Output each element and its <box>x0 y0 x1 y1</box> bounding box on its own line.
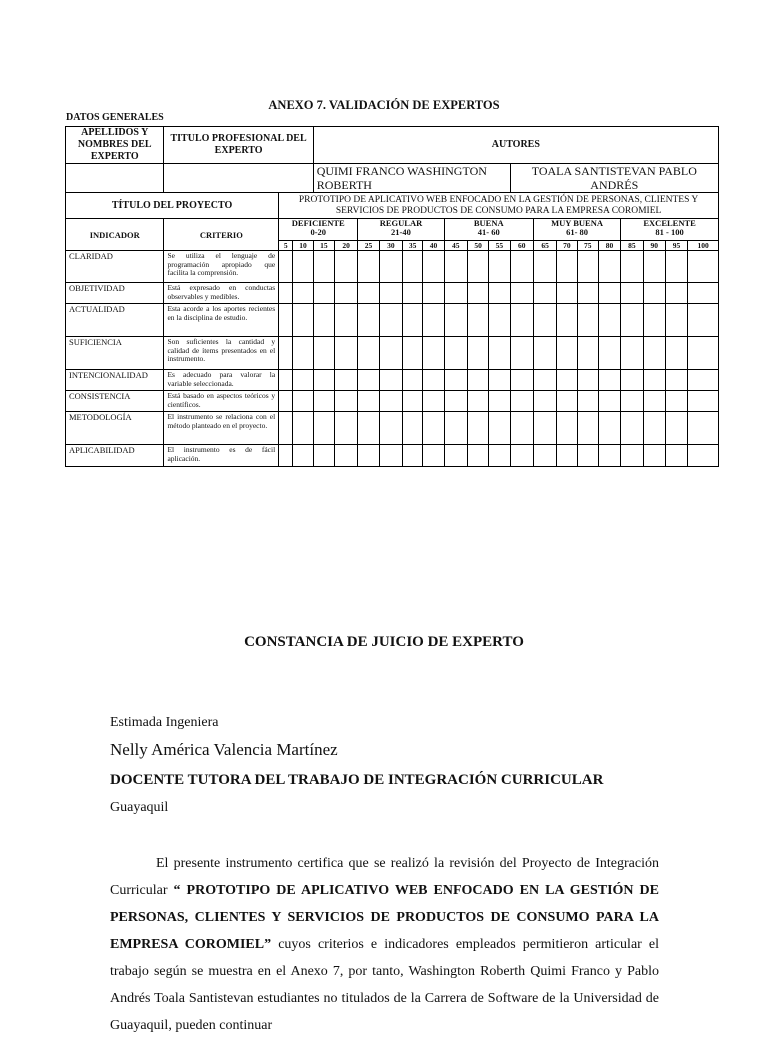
group-deficiente <box>279 219 358 241</box>
rating-cell[interactable] <box>621 283 643 304</box>
rating-cell[interactable] <box>489 445 510 467</box>
group-name: REGULAR <box>379 218 423 228</box>
rating-cell[interactable] <box>643 445 665 467</box>
rating-cell[interactable] <box>467 251 488 283</box>
certificate-paragraph <box>110 850 659 1039</box>
rating-cell[interactable] <box>577 391 598 412</box>
certificate-title: CONSTANCIA DE JUICIO DE EXPERTO <box>244 634 524 650</box>
scale-value: 5 <box>279 241 293 251</box>
rating-cell[interactable] <box>313 337 334 370</box>
rating-cell[interactable] <box>688 445 719 467</box>
indicator-cell: ACTUALIDAD <box>66 304 164 337</box>
recipient-name: Nelly América Valencia Martínez <box>110 740 338 759</box>
rating-cell[interactable] <box>621 251 643 283</box>
rating-cell[interactable] <box>293 445 313 467</box>
authors-header: AUTORES <box>313 127 718 164</box>
rating-cell[interactable] <box>557 391 577 412</box>
rating-cell[interactable] <box>423 283 444 304</box>
rating-cell[interactable] <box>598 283 620 304</box>
rating-cell[interactable] <box>335 251 358 283</box>
rating-cell[interactable] <box>577 283 598 304</box>
rating-cell[interactable] <box>403 304 423 337</box>
criterion-cell: Se utiliza el lenguaje de programación apropiado que facilita la comprensión. <box>164 251 279 283</box>
rating-cell[interactable] <box>358 445 379 467</box>
rating-cell[interactable] <box>313 412 334 445</box>
rating-cell[interactable] <box>557 370 577 391</box>
scale-value: 65 <box>533 241 556 251</box>
city: Guayaquil <box>110 800 169 815</box>
scale-value: 95 <box>665 241 687 251</box>
rating-cell[interactable] <box>557 337 577 370</box>
paragraph-project-title: “ PROTOTIPO DE APLICATIVO WEB ENFOCADO EN LA GESTIÓN DE PERSONAS, CLIENTES Y SERVICIOS DE PRODUCTOS DE CONSUMO PARA LA EMPRESA COROMIEL” <box>110 883 659 952</box>
scale-value: 80 <box>598 241 620 251</box>
rating-cell[interactable] <box>577 370 598 391</box>
indicator-cell: METODOLOGÍA <box>66 412 164 445</box>
rating-cell[interactable] <box>688 412 719 445</box>
rating-cell[interactable] <box>444 283 467 304</box>
rating-cell[interactable] <box>403 445 423 467</box>
rating-cell[interactable] <box>621 445 643 467</box>
rating-cell[interactable] <box>557 445 577 467</box>
rating-cell[interactable] <box>533 412 556 445</box>
rating-cell[interactable] <box>279 337 293 370</box>
table-row <box>66 445 719 467</box>
criterion-cell: Es adecuado para valorar la variable seleccionada. <box>164 370 279 391</box>
scale-value: 45 <box>444 241 467 251</box>
rating-cell[interactable] <box>403 283 423 304</box>
rating-cell[interactable] <box>489 412 510 445</box>
rating-cell[interactable] <box>557 304 577 337</box>
rating-cell[interactable] <box>598 251 620 283</box>
rating-cell[interactable] <box>665 391 687 412</box>
rating-cell[interactable] <box>379 304 402 337</box>
rating-cell[interactable] <box>279 370 293 391</box>
group-name: DEFICIENTE <box>291 218 345 228</box>
rating-cell[interactable] <box>665 283 687 304</box>
rating-cell[interactable] <box>313 304 334 337</box>
group-name: MUY BUENA <box>551 218 603 228</box>
rating-cell[interactable] <box>621 370 643 391</box>
rating-cell[interactable] <box>688 304 719 337</box>
rating-cell[interactable] <box>293 251 313 283</box>
rating-cell[interactable] <box>423 391 444 412</box>
group-name: BUENA <box>473 218 504 228</box>
rating-cell[interactable] <box>423 304 444 337</box>
rating-cell[interactable] <box>688 370 719 391</box>
author-1: QUIMI FRANCO WASHINGTON ROBERTH <box>313 164 510 193</box>
rating-cell[interactable] <box>335 337 358 370</box>
rating-cell[interactable] <box>444 370 467 391</box>
rating-cell[interactable] <box>379 283 402 304</box>
rating-cell[interactable] <box>423 445 444 467</box>
rating-cell[interactable] <box>688 283 719 304</box>
project-label: TÍTULO DEL PROYECTO <box>66 193 279 219</box>
table-row <box>66 283 719 304</box>
rating-cell[interactable] <box>379 370 402 391</box>
rating-cell[interactable] <box>313 391 334 412</box>
expert-name-cell[interactable] <box>66 164 164 193</box>
rating-cell[interactable] <box>358 412 379 445</box>
rating-cell[interactable] <box>293 304 313 337</box>
rating-cell[interactable] <box>510 391 533 412</box>
paragraph-intro: El presente instrumento certifica que se realizó la revisión del Proyecto de Integración Curricular <box>110 856 659 898</box>
validation-table <box>65 126 719 467</box>
scale-value: 55 <box>489 241 510 251</box>
table-row <box>66 304 719 337</box>
annex-title: ANEXO 7. VALIDACIÓN DE EXPERTOS <box>268 98 500 112</box>
rating-cell[interactable] <box>313 251 334 283</box>
table-row <box>66 391 719 412</box>
rating-cell[interactable] <box>293 412 313 445</box>
group-range: 81 - 100 <box>655 227 684 237</box>
table-row <box>66 251 719 283</box>
scale-value: 70 <box>557 241 577 251</box>
rating-cell[interactable] <box>313 445 334 467</box>
rating-cell[interactable] <box>688 251 719 283</box>
rating-cell[interactable] <box>423 370 444 391</box>
criterion-header: CRITERIO <box>164 219 279 251</box>
rating-cell[interactable] <box>379 251 402 283</box>
indicator-cell: CONSISTENCIA <box>66 391 164 412</box>
rating-cell[interactable] <box>358 304 379 337</box>
rating-cell[interactable] <box>621 304 643 337</box>
rating-cell[interactable] <box>598 337 620 370</box>
rating-cell[interactable] <box>335 391 358 412</box>
scale-value: 85 <box>621 241 643 251</box>
indicator-cell: OBJETIVIDAD <box>66 283 164 304</box>
rating-cell[interactable] <box>293 391 313 412</box>
scale-value: 35 <box>403 241 423 251</box>
group-buena <box>444 219 533 241</box>
rating-cell[interactable] <box>403 391 423 412</box>
rating-cell[interactable] <box>533 251 556 283</box>
rating-cell[interactable] <box>598 370 620 391</box>
scale-value: 20 <box>335 241 358 251</box>
scale-value: 60 <box>510 241 533 251</box>
rating-cell[interactable] <box>467 337 488 370</box>
scale-value: 100 <box>688 241 719 251</box>
rating-cell[interactable] <box>293 337 313 370</box>
rating-cell[interactable] <box>279 445 293 467</box>
scale-value: 75 <box>577 241 598 251</box>
rating-cell[interactable] <box>489 391 510 412</box>
indicator-header: INDICADOR <box>66 219 164 251</box>
rating-cell[interactable] <box>510 304 533 337</box>
rating-cell[interactable] <box>643 391 665 412</box>
rating-cell[interactable] <box>643 304 665 337</box>
group-range: 0-20 <box>310 227 327 237</box>
rating-cell[interactable] <box>598 412 620 445</box>
rating-cell[interactable] <box>444 391 467 412</box>
expert-title-header: TITULO PROFESIONAL DEL EXPERTO <box>164 127 313 164</box>
rating-cell[interactable] <box>577 337 598 370</box>
rating-cell[interactable] <box>533 337 556 370</box>
rating-cell[interactable] <box>358 251 379 283</box>
rating-cell[interactable] <box>598 304 620 337</box>
criterion-cell: Está basado en aspectos teóricos y científicos. <box>164 391 279 412</box>
rating-cell[interactable] <box>577 251 598 283</box>
rating-cell[interactable] <box>467 445 488 467</box>
rating-cell[interactable] <box>403 337 423 370</box>
rating-cell[interactable] <box>643 412 665 445</box>
group-range: 61- 80 <box>566 227 589 237</box>
rating-cell[interactable] <box>444 304 467 337</box>
rating-cell[interactable] <box>423 251 444 283</box>
scale-value: 10 <box>293 241 313 251</box>
scale-value: 40 <box>423 241 444 251</box>
rating-cell[interactable] <box>335 304 358 337</box>
rating-cell[interactable] <box>423 412 444 445</box>
rating-cell[interactable] <box>665 337 687 370</box>
rating-cell[interactable] <box>379 337 402 370</box>
rating-cell[interactable] <box>335 445 358 467</box>
rating-cell[interactable] <box>510 370 533 391</box>
rating-cell[interactable] <box>335 370 358 391</box>
scale-value: 50 <box>467 241 488 251</box>
criterion-cell: Esta acorde a los aportes recientes en la disciplina de estudio. <box>164 304 279 337</box>
general-data-label: DATOS GENERALES <box>66 112 164 123</box>
indicator-cell: INTENCIONALIDAD <box>66 370 164 391</box>
rating-cell[interactable] <box>467 304 488 337</box>
expert-title-cell[interactable] <box>164 164 313 193</box>
rating-cell[interactable] <box>510 283 533 304</box>
rating-cell[interactable] <box>533 370 556 391</box>
scale-value: 30 <box>379 241 402 251</box>
rating-cell[interactable] <box>489 304 510 337</box>
rating-cell[interactable] <box>621 391 643 412</box>
rating-cell[interactable] <box>510 445 533 467</box>
rating-cell[interactable] <box>313 370 334 391</box>
scale-value: 15 <box>313 241 334 251</box>
rating-cell[interactable] <box>688 391 719 412</box>
rating-cell[interactable] <box>313 283 334 304</box>
rating-cell[interactable] <box>358 283 379 304</box>
rating-cell[interactable] <box>533 391 556 412</box>
rating-cell[interactable] <box>533 283 556 304</box>
rating-cell[interactable] <box>557 412 577 445</box>
group-excelente <box>621 219 719 241</box>
group-range: 41- 60 <box>477 227 500 237</box>
rating-cell[interactable] <box>379 412 402 445</box>
criterion-cell: El instrumento es de fácil aplicación. <box>164 445 279 467</box>
criterion-cell: El instrumento se relaciona con el método planteado en el proyecto. <box>164 412 279 445</box>
rating-cell[interactable] <box>577 304 598 337</box>
rating-cell[interactable] <box>557 251 577 283</box>
rating-cell[interactable] <box>533 445 556 467</box>
rating-cell[interactable] <box>665 445 687 467</box>
rating-cell[interactable] <box>665 412 687 445</box>
rating-cell[interactable] <box>598 445 620 467</box>
group-regular <box>358 219 444 241</box>
group-name: EXCELENTE <box>643 218 696 228</box>
project-title: PROTOTIPO DE APLICATIVO WEB ENFOCADO EN LA GESTIÓN DE PERSONAS, CLIENTES Y SERVICIOS DE PRODUCTOS DE CONSUMO PARA LA EMPRESA COROMIEL <box>279 193 719 219</box>
indicator-cell: CLARIDAD <box>66 251 164 283</box>
indicator-cell: SUFICIENCIA <box>66 337 164 370</box>
indicator-cell: APLICABILIDAD <box>66 445 164 467</box>
rating-cell[interactable] <box>358 370 379 391</box>
salutation: Estimada Ingeniera <box>110 715 219 730</box>
rating-cell[interactable] <box>577 445 598 467</box>
rating-cell[interactable] <box>467 283 488 304</box>
rating-cell[interactable] <box>510 251 533 283</box>
scale-value: 90 <box>643 241 665 251</box>
rating-cell[interactable] <box>279 412 293 445</box>
rating-cell[interactable] <box>489 337 510 370</box>
rating-cell[interactable] <box>335 412 358 445</box>
rating-cell[interactable] <box>621 412 643 445</box>
rating-cell[interactable] <box>279 283 293 304</box>
expert-name-header: APELLIDOS Y NOMBRES DEL EXPERTO <box>66 127 164 164</box>
rating-cell[interactable] <box>533 304 556 337</box>
rating-cell[interactable] <box>403 370 423 391</box>
rating-cell[interactable] <box>293 370 313 391</box>
rating-cell[interactable] <box>279 304 293 337</box>
rating-cell[interactable] <box>444 412 467 445</box>
table-row <box>66 370 719 391</box>
rating-cell[interactable] <box>379 391 402 412</box>
rating-cell[interactable] <box>665 251 687 283</box>
rating-cell[interactable] <box>444 445 467 467</box>
criterion-cell: Está expresado en conductas observables y medibles. <box>164 283 279 304</box>
table-row <box>66 412 719 445</box>
rating-cell[interactable] <box>489 370 510 391</box>
rating-cell[interactable] <box>489 251 510 283</box>
criterion-cell: Son suficientes la cantidad y calidad de ítems presentados en el instrumento. <box>164 337 279 370</box>
rating-cell[interactable] <box>403 251 423 283</box>
rating-cell[interactable] <box>358 337 379 370</box>
table-row <box>66 337 719 370</box>
rating-cell[interactable] <box>444 251 467 283</box>
rating-cell[interactable] <box>598 391 620 412</box>
rating-cell[interactable] <box>423 337 444 370</box>
rating-cell[interactable] <box>467 391 488 412</box>
rating-cell[interactable] <box>577 412 598 445</box>
rating-cell[interactable] <box>335 283 358 304</box>
rating-cell[interactable] <box>403 412 423 445</box>
rating-cell[interactable] <box>489 283 510 304</box>
rating-cell[interactable] <box>467 370 488 391</box>
rating-cell[interactable] <box>665 304 687 337</box>
paragraph-rest: cuyos criterios e indicadores empleados permitieron articular el trabajo según se muestra en el Anexo 7, por tanto, Washington Roberth Quimi Franco y Pablo Andrés Toala Santistevan estudiantes no titulados de la Carrera de Software de la Universidad de Guayaquil, pueden continuar <box>110 937 660 1033</box>
rating-cell[interactable] <box>279 391 293 412</box>
group-range: 21-40 <box>391 227 411 237</box>
rating-cell[interactable] <box>444 337 467 370</box>
rating-cell[interactable] <box>279 251 293 283</box>
rating-cell[interactable] <box>643 251 665 283</box>
rating-cell[interactable] <box>510 337 533 370</box>
rating-cell[interactable] <box>643 370 665 391</box>
rating-cell[interactable] <box>358 391 379 412</box>
rating-cell[interactable] <box>643 337 665 370</box>
rating-cell[interactable] <box>688 337 719 370</box>
group-muy-buena <box>533 219 620 241</box>
scale-value: 25 <box>358 241 379 251</box>
rating-cell[interactable] <box>467 412 488 445</box>
rating-cell[interactable] <box>510 412 533 445</box>
rating-cell[interactable] <box>621 337 643 370</box>
rating-cell[interactable] <box>557 283 577 304</box>
rating-cell[interactable] <box>379 445 402 467</box>
rating-cell[interactable] <box>643 283 665 304</box>
rating-cell[interactable] <box>293 283 313 304</box>
recipient-role: DOCENTE TUTORA DEL TRABAJO DE INTEGRACIÓN CURRICULAR <box>110 772 604 788</box>
author-2: TOALA SANTISTEVAN PABLO ANDRÉS <box>510 164 718 193</box>
rating-cell[interactable] <box>665 370 687 391</box>
